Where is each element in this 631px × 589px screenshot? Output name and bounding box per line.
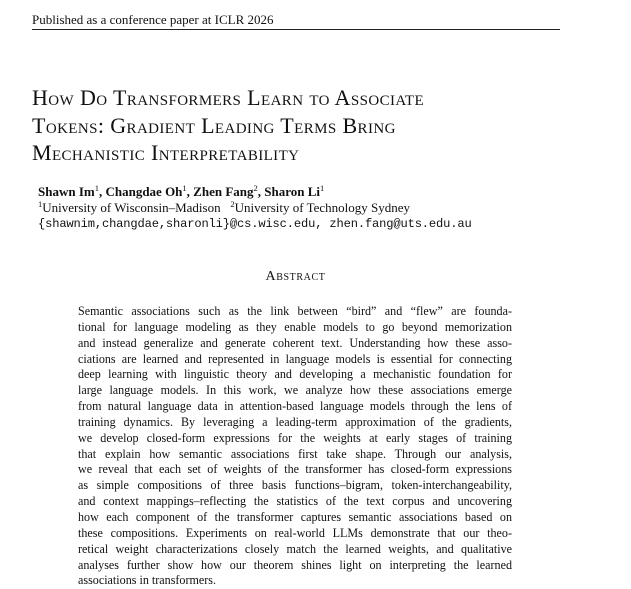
venue-header: Published as a conference paper at ICLR 2026 [32, 12, 274, 27]
author-name: Sharon Li [264, 184, 321, 199]
author-affiliation-mark: 1 [320, 183, 325, 193]
title-line: Tokens: Gradient Leading Terms Bring [32, 112, 396, 138]
abstract-line: retical weight characterizations closely match the learned weights, and qualitative [78, 541, 512, 556]
author-affiliation-mark: 2 [253, 183, 258, 193]
abstract-line: ciations are learned and represented in language models is essential for connecting [78, 351, 512, 366]
paper-title [32, 84, 592, 167]
affiliation-name: University of Technology Sydney [234, 200, 411, 215]
abstract-line: from natural language data in attention-based language models through the lens of [78, 399, 512, 414]
affiliation-name: University of Wisconsin–Madison [42, 200, 221, 215]
abstract-line: as simple compositions of three basis functions–bigram, token-interchangeability, [78, 478, 512, 493]
affiliation-index: 2 [230, 199, 235, 209]
abstract-line: large language models. In this work, we analyze how these associations emerge [78, 383, 512, 398]
header-rule [32, 29, 560, 30]
abstract-line: we develop closed-form expressions for the weights at early stages of training [78, 430, 512, 445]
affiliations [38, 200, 410, 216]
abstract-line: how each component of the transformer captures semantic associations based on [78, 509, 512, 524]
abstract-line: tional for language modeling as they enable models to go beyond memorization [78, 319, 512, 334]
abstract-line: Semantic associations such as the link between “bird” and “flew” are founda- [78, 304, 512, 318]
abstract-line: deep learning with linguistic theory and developing a mechanistic foundation for [78, 367, 512, 382]
abstract-line: and context mappings–reflecting the statistics of the text corpus and uncovering [78, 494, 512, 509]
author-name: Shawn Im [38, 184, 95, 199]
abstract-line: that explain how semantic associations first take shape. Through our analysis, [78, 446, 512, 461]
abstract-heading: Abstract [265, 269, 326, 284]
abstract-line: associations in transformers. [78, 573, 217, 588]
author-name: Zhen Fang [193, 184, 254, 199]
abstract-body [78, 304, 512, 589]
abstract-line: analyses further show how our theorem shines light on interpreting the learned [78, 557, 512, 572]
author-emails: {shawnim,changdae,sharonli}@cs.wisc.edu, zhen.fang@uts.edu.au [38, 217, 472, 231]
abstract-line: we reveal that each set of weights of the transformer has closed-form expressions [78, 462, 512, 477]
abstract-line: these compositions. Experiments on real-world LLMs demonstrate that our theo- [78, 525, 512, 540]
title-line: Mechanistic Interpretability [32, 140, 300, 165]
author-name: Changdae Oh [105, 184, 183, 199]
abstract-line: and instead generalize and generate coherent text. Understanding how these asso- [78, 335, 512, 350]
author-affiliation-mark: 1 [94, 183, 99, 193]
abstract-line: training dynamics. By leveraging a leading-term approximation of the gradients, [78, 414, 512, 429]
title-line: How Do Transformers Learn to Associate [32, 85, 425, 110]
affiliation-index: 1 [38, 199, 43, 209]
author-list: Shawn Im$^1$, Changdae Oh$^1$, Zhen Fang$^2$, Sharon Li$^1$ [38, 183, 325, 199]
author-affiliation-mark: 1 [182, 183, 187, 193]
